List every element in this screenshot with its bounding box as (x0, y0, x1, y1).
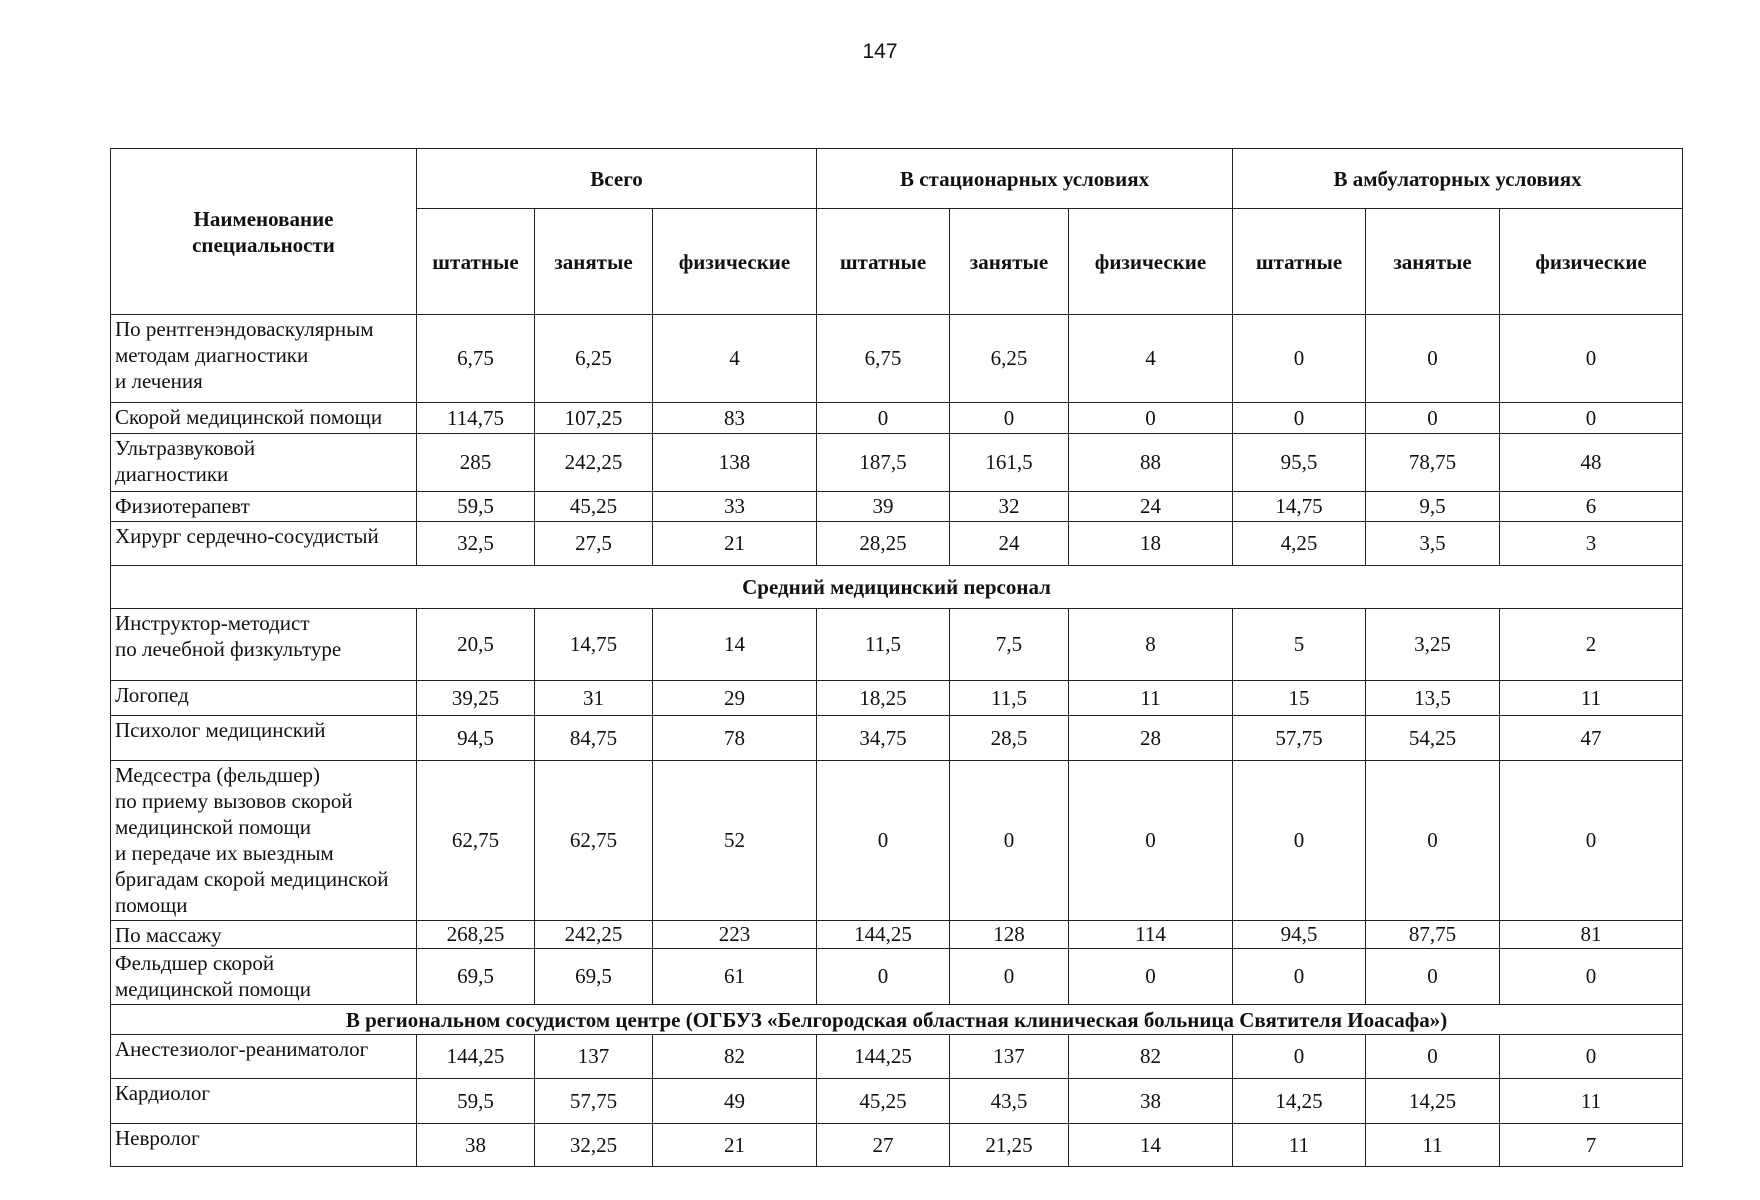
value-cell: 0 (1500, 949, 1683, 1005)
subheader-physical: физические (1069, 209, 1233, 315)
specialty-name (111, 716, 417, 761)
value-cell: 4 (1069, 315, 1233, 403)
value-cell: 78 (653, 716, 817, 761)
value-cell: 57,75 (1233, 716, 1366, 761)
value-cell: 6,25 (950, 315, 1069, 403)
value-cell: 95,5 (1233, 434, 1366, 492)
value-cell: 45,25 (535, 492, 653, 522)
value-cell: 61 (653, 949, 817, 1005)
table-row (111, 1124, 1683, 1167)
table-row (111, 315, 1683, 403)
specialty-name-line: Фельдшер скорой (115, 951, 275, 975)
value-cell: 54,25 (1366, 716, 1500, 761)
value-cell: 11 (1366, 1124, 1500, 1167)
value-cell: 0 (1069, 949, 1233, 1005)
value-cell: 28,25 (817, 522, 950, 566)
specialty-name (111, 681, 417, 716)
specialty-name-line: и передаче их выездным (115, 841, 334, 865)
value-cell: 14,75 (535, 609, 653, 681)
table-body (111, 315, 1683, 1167)
value-cell: 3 (1500, 522, 1683, 566)
value-cell: 21 (653, 522, 817, 566)
value-cell: 3,25 (1366, 609, 1500, 681)
value-cell: 14 (653, 609, 817, 681)
value-cell: 62,75 (417, 761, 535, 921)
specialty-name-line: Медсестра (фельдшер) (115, 763, 321, 787)
specialty-header-line: Наименование (193, 206, 334, 231)
value-cell: 0 (1233, 403, 1366, 434)
specialty-name-line: и лечения (115, 369, 203, 393)
table-row (111, 1035, 1683, 1079)
specialty-name-line: Хирург сердечно-сосудистый (115, 524, 379, 548)
table-row (111, 522, 1683, 566)
table-row (111, 403, 1683, 434)
value-cell: 45,25 (817, 1079, 950, 1124)
specialty-name (111, 403, 417, 434)
specialty-name-line: Физиотерапевт (115, 494, 250, 518)
specialty-name (111, 522, 417, 566)
specialty-name-line: Ультразвуковой (115, 436, 256, 460)
value-cell: 32 (950, 492, 1069, 522)
value-cell: 9,5 (1366, 492, 1500, 522)
value-cell: 59,5 (417, 492, 535, 522)
value-cell: 29 (653, 681, 817, 716)
specialty-name-line: Скорой медицинской помощи (115, 405, 383, 429)
specialty-name (111, 949, 417, 1005)
value-cell: 0 (1500, 761, 1683, 921)
value-cell: 43,5 (950, 1079, 1069, 1124)
value-cell: 161,5 (950, 434, 1069, 492)
value-cell: 137 (950, 1035, 1069, 1079)
value-cell: 0 (1500, 1035, 1683, 1079)
value-cell: 57,75 (535, 1079, 653, 1124)
value-cell: 21 (653, 1124, 817, 1167)
specialty-name-line: Анестезиолог-реаниматолог (115, 1037, 369, 1061)
value-cell: 5 (1233, 609, 1366, 681)
value-cell: 0 (817, 761, 950, 921)
value-cell: 69,5 (417, 949, 535, 1005)
value-cell: 39 (817, 492, 950, 522)
value-cell: 242,25 (535, 921, 653, 949)
value-cell: 242,25 (535, 434, 653, 492)
value-cell: 128 (950, 921, 1069, 949)
value-cell: 0 (950, 403, 1069, 434)
value-cell: 0 (950, 761, 1069, 921)
specialty-name (111, 761, 417, 921)
value-cell: 0 (1233, 761, 1366, 921)
table-row (111, 949, 1683, 1005)
value-cell: 0 (1366, 403, 1500, 434)
value-cell: 14 (1069, 1124, 1233, 1167)
value-cell: 62,75 (535, 761, 653, 921)
value-cell: 11 (1069, 681, 1233, 716)
value-cell: 6,75 (417, 315, 535, 403)
value-cell: 11,5 (950, 681, 1069, 716)
specialty-header-line: специальности (192, 232, 335, 257)
value-cell: 0 (1500, 315, 1683, 403)
value-cell: 138 (653, 434, 817, 492)
specialty-name-line: помощи (115, 893, 188, 917)
value-cell: 34,75 (817, 716, 950, 761)
specialty-name (111, 921, 417, 949)
value-cell: 144,25 (417, 1035, 535, 1079)
table-header (111, 149, 1683, 315)
value-cell: 83 (653, 403, 817, 434)
specialty-name-line: По рентгенэндоваскулярным (115, 317, 374, 341)
subheader-physical: физические (653, 209, 817, 315)
value-cell: 268,25 (417, 921, 535, 949)
specialty-column-header (111, 149, 417, 315)
specialty-name (111, 609, 417, 681)
table-row (111, 1079, 1683, 1124)
value-cell: 47 (1500, 716, 1683, 761)
specialty-name-line: медицинской помощи (115, 815, 311, 839)
value-cell: 6 (1500, 492, 1683, 522)
value-cell: 114 (1069, 921, 1233, 949)
table-row (111, 492, 1683, 522)
value-cell: 21,25 (950, 1124, 1069, 1167)
specialty-name-line: методам диагностики (115, 343, 309, 367)
value-cell: 31 (535, 681, 653, 716)
value-cell: 11 (1233, 1124, 1366, 1167)
specialty-name (111, 315, 417, 403)
value-cell: 39,25 (417, 681, 535, 716)
value-cell: 24 (1069, 492, 1233, 522)
table-row (111, 434, 1683, 492)
value-cell: 82 (653, 1035, 817, 1079)
value-cell: 4,25 (1233, 522, 1366, 566)
value-cell: 14,25 (1366, 1079, 1500, 1124)
value-cell: 0 (1233, 1035, 1366, 1079)
value-cell: 0 (950, 949, 1069, 1005)
specialty-name-line: диагностики (115, 462, 229, 486)
value-cell: 59,5 (417, 1079, 535, 1124)
value-cell: 20,5 (417, 609, 535, 681)
value-cell: 0 (1500, 403, 1683, 434)
value-cell: 82 (1069, 1035, 1233, 1079)
value-cell: 18 (1069, 522, 1233, 566)
specialty-name-line: Психолог медицинский (115, 718, 326, 742)
subheader-staff: штатные (817, 209, 950, 315)
value-cell: 14,25 (1233, 1079, 1366, 1124)
value-cell: 69,5 (535, 949, 653, 1005)
value-cell: 11,5 (817, 609, 950, 681)
group-header-inpatient: В стационарных условиях (817, 149, 1233, 209)
specialty-name (111, 492, 417, 522)
value-cell: 0 (1233, 949, 1366, 1005)
value-cell: 3,5 (1366, 522, 1500, 566)
value-cell: 28 (1069, 716, 1233, 761)
value-cell: 4 (653, 315, 817, 403)
value-cell: 27,5 (535, 522, 653, 566)
value-cell: 6,25 (535, 315, 653, 403)
table-row (111, 761, 1683, 921)
value-cell: 78,75 (1366, 434, 1500, 492)
table-row (111, 716, 1683, 761)
value-cell: 107,25 (535, 403, 653, 434)
value-cell: 114,75 (417, 403, 535, 434)
subheader-occupied: занятые (535, 209, 653, 315)
specialty-name (111, 1079, 417, 1124)
value-cell: 87,75 (1366, 921, 1500, 949)
value-cell: 11 (1500, 1079, 1683, 1124)
subheader-staff: штатные (1233, 209, 1366, 315)
table-row (111, 681, 1683, 716)
value-cell: 0 (1069, 761, 1233, 921)
value-cell: 88 (1069, 434, 1233, 492)
specialty-name-line: Логопед (115, 683, 189, 707)
value-cell: 7 (1500, 1124, 1683, 1167)
table-row (111, 609, 1683, 681)
value-cell: 137 (535, 1035, 653, 1079)
value-cell: 32,25 (535, 1124, 653, 1167)
value-cell: 0 (1366, 761, 1500, 921)
group-header-total: Всего (417, 149, 817, 209)
value-cell: 94,5 (417, 716, 535, 761)
value-cell: 28,5 (950, 716, 1069, 761)
value-cell: 15 (1233, 681, 1366, 716)
value-cell: 48 (1500, 434, 1683, 492)
specialty-name (111, 1124, 417, 1167)
value-cell: 6,75 (817, 315, 950, 403)
value-cell: 0 (1366, 315, 1500, 403)
specialty-name-line: По массажу (115, 923, 222, 947)
value-cell: 0 (817, 949, 950, 1005)
section-title: В региональном сосудистом центре (ОГБУЗ «Белгородская областная клиническая больница Святителя Иоасафа») (111, 1005, 1683, 1035)
value-cell: 187,5 (817, 434, 950, 492)
section-row (111, 1005, 1683, 1035)
value-cell: 7,5 (950, 609, 1069, 681)
value-cell: 285 (417, 434, 535, 492)
value-cell: 0 (1069, 403, 1233, 434)
value-cell: 223 (653, 921, 817, 949)
specialty-name-line: Кардиолог (115, 1081, 211, 1105)
page-number: 147 (862, 40, 898, 63)
specialty-name-line: по приему вызовов скорой (115, 789, 353, 813)
group-header-outpatient: В амбулаторных условиях (1233, 149, 1683, 209)
value-cell: 0 (1233, 315, 1366, 403)
specialty-name-line: бригадам скорой медицинской (115, 867, 389, 891)
subheader-staff: штатные (417, 209, 535, 315)
specialty-name-line: Инструктор-методист (115, 611, 310, 635)
value-cell: 0 (817, 403, 950, 434)
specialty-name (111, 1035, 417, 1079)
value-cell: 13,5 (1366, 681, 1500, 716)
specialty-name (111, 434, 417, 492)
value-cell: 8 (1069, 609, 1233, 681)
subheader-physical: физические (1500, 209, 1683, 315)
value-cell: 0 (1366, 949, 1500, 1005)
value-cell: 2 (1500, 609, 1683, 681)
subheader-occupied: занятые (1366, 209, 1500, 315)
value-cell: 49 (653, 1079, 817, 1124)
staffing-table (110, 148, 1683, 1167)
value-cell: 81 (1500, 921, 1683, 949)
value-cell: 11 (1500, 681, 1683, 716)
value-cell: 18,25 (817, 681, 950, 716)
value-cell: 144,25 (817, 1035, 950, 1079)
section-title: Средний медицинский персонал (111, 566, 1683, 609)
value-cell: 33 (653, 492, 817, 522)
value-cell: 84,75 (535, 716, 653, 761)
specialty-name-line: Невролог (115, 1126, 200, 1150)
specialty-name-line: по лечебной физкультуре (115, 637, 342, 661)
value-cell: 27 (817, 1124, 950, 1167)
section-row (111, 566, 1683, 609)
value-cell: 38 (1069, 1079, 1233, 1124)
value-cell: 52 (653, 761, 817, 921)
value-cell: 32,5 (417, 522, 535, 566)
value-cell: 0 (1366, 1035, 1500, 1079)
table-row (111, 921, 1683, 949)
value-cell: 14,75 (1233, 492, 1366, 522)
value-cell: 144,25 (817, 921, 950, 949)
subheader-occupied: занятые (950, 209, 1069, 315)
value-cell: 94,5 (1233, 921, 1366, 949)
value-cell: 24 (950, 522, 1069, 566)
specialty-name-line: медицинской помощи (115, 977, 311, 1001)
value-cell: 38 (417, 1124, 535, 1167)
